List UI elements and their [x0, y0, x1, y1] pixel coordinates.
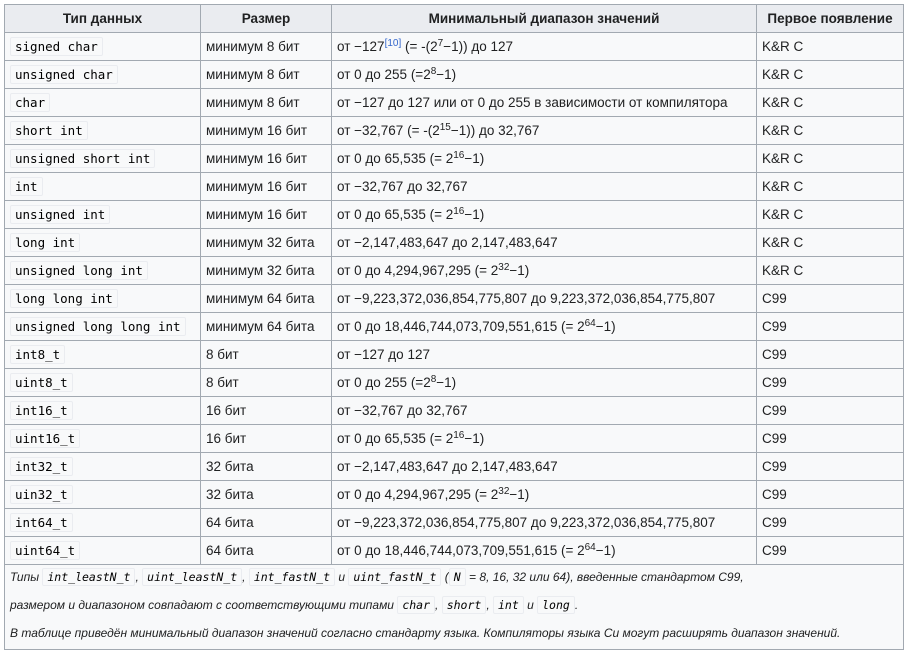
cell-type — [5, 369, 201, 397]
table-row — [5, 117, 904, 145]
table-row — [5, 341, 904, 369]
cell-size: минимум 8 бит — [201, 61, 332, 89]
cell-size: минимум 16 бит — [201, 145, 332, 173]
exponent: 8 — [430, 66, 437, 77]
cell-size: минимум 32 бита — [201, 257, 332, 285]
cell-first-appearance: K&R C — [757, 229, 904, 257]
exponent: 8 — [430, 374, 437, 385]
code-term: int_leastN_t — [42, 568, 135, 586]
cell-first-appearance: K&R C — [757, 201, 904, 229]
type-code: unsigned char — [10, 65, 118, 84]
cell-type — [5, 537, 201, 565]
cell-type — [5, 229, 201, 257]
type-code: int16_t — [10, 401, 73, 420]
type-code: int8_t — [10, 345, 65, 364]
text-segment: от −9,223,372,036,854,775,807 до 9,223,372,036,854,775,807 — [337, 515, 716, 530]
cell-first-appearance: C99 — [757, 313, 904, 341]
text-segment: −1) — [436, 67, 457, 82]
note-paragraph — [10, 625, 898, 641]
table-row — [5, 229, 904, 257]
text-segment: от −127 до 127 или от 0 до 255 в зависимости от компилятора — [337, 95, 728, 110]
table-row — [5, 285, 904, 313]
type-code: int64_t — [10, 513, 73, 532]
cell-range — [332, 61, 757, 89]
type-code: long long int — [10, 289, 118, 308]
cell-range — [332, 313, 757, 341]
cell-type — [5, 313, 201, 341]
cell-range — [332, 425, 757, 453]
cell-type — [5, 117, 201, 145]
cell-size: 16 бит — [201, 397, 332, 425]
text-segment: −1)) до 32,767 — [450, 123, 540, 138]
table-row — [5, 397, 904, 425]
cell-type — [5, 453, 201, 481]
table-row — [5, 537, 904, 565]
exponent: 64 — [584, 542, 596, 553]
text-segment: В таблице приведён минимальный диапазон значений согласно стандарту языка. Компиляторы языка Си могут расширять диапазон значений. — [10, 626, 841, 640]
exponent: 16 — [453, 430, 465, 441]
text-segment: , — [135, 570, 143, 584]
text-segment: −1) — [509, 263, 530, 278]
cell-type — [5, 89, 201, 117]
code-term: short — [442, 596, 487, 614]
table-row — [5, 61, 904, 89]
cell-first-appearance: K&R C — [757, 173, 904, 201]
text-segment: от −127 до 127 — [337, 347, 430, 362]
cell-type — [5, 425, 201, 453]
type-code: signed char — [10, 37, 103, 56]
type-code: uint16_t — [10, 429, 80, 448]
exponent: 32 — [498, 486, 510, 497]
code-term: long — [537, 596, 575, 614]
code-term: int — [493, 596, 524, 614]
text-segment: , — [435, 598, 442, 612]
cell-type — [5, 481, 201, 509]
text-segment: Типы — [10, 570, 43, 584]
cell-type — [5, 33, 201, 61]
table-row — [5, 369, 904, 397]
note-paragraph — [10, 597, 898, 613]
text-segment: от −9,223,372,036,854,775,807 до 9,223,372,036,854,775,807 — [337, 291, 716, 306]
type-code: uin32_t — [10, 485, 73, 504]
cell-size: 16 бит — [201, 425, 332, 453]
cell-size: минимум 16 бит — [201, 173, 332, 201]
table-row — [5, 201, 904, 229]
cell-first-appearance: C99 — [757, 453, 904, 481]
type-code: short int — [10, 121, 88, 140]
cell-range — [332, 537, 757, 565]
text-segment: −1) — [464, 207, 485, 222]
table-row — [5, 89, 904, 117]
text-segment: (= -(2 — [401, 39, 438, 54]
text-segment: от −2,147,483,647 до 2,147,483,647 — [337, 459, 558, 474]
text-segment: от 0 до 65,535 (= 2 — [337, 207, 454, 222]
text-segment: = 8, 16, 32 или 64), введенные стандартом C99, — [465, 570, 744, 584]
type-code: long int — [10, 233, 80, 252]
cell-type — [5, 61, 201, 89]
cell-first-appearance: C99 — [757, 341, 904, 369]
cell-first-appearance: K&R C — [757, 33, 904, 61]
text-segment: −1) — [509, 487, 530, 502]
code-term: char — [397, 596, 435, 614]
text-segment: −1) — [436, 375, 457, 390]
text-segment: от −127 — [337, 39, 385, 54]
text-segment: , — [486, 598, 493, 612]
cell-size: 8 бит — [201, 341, 332, 369]
cell-size: минимум 64 бита — [201, 285, 332, 313]
text-segment: от −2,147,483,647 до 2,147,483,647 — [337, 235, 558, 250]
text-segment: −1) — [464, 151, 485, 166]
table-row — [5, 33, 904, 61]
table-notes — [5, 565, 904, 650]
cell-first-appearance: C99 — [757, 397, 904, 425]
text-segment: . — [574, 598, 579, 612]
cell-range — [332, 369, 757, 397]
cell-first-appearance: C99 — [757, 537, 904, 565]
code-term: N — [449, 568, 466, 586]
type-code: unsigned int — [10, 205, 110, 224]
cell-size: 64 бита — [201, 509, 332, 537]
text-segment: −1)) до 127 — [443, 39, 513, 54]
notes-row — [5, 565, 904, 650]
cell-range — [332, 173, 757, 201]
type-code: unsigned long int — [10, 261, 148, 280]
text-segment: от 0 до 255 (=2 — [337, 67, 431, 82]
text-segment: размером и диапазоном совпадают с соответствующими типами — [10, 598, 398, 612]
type-code: uint64_t — [10, 541, 80, 560]
text-segment: и — [335, 570, 349, 584]
cell-size: 8 бит — [201, 369, 332, 397]
reference-link[interactable]: [10] — [384, 38, 402, 49]
cell-range — [332, 341, 757, 369]
table-row — [5, 481, 904, 509]
reference-superscript — [385, 38, 402, 49]
cell-range — [332, 481, 757, 509]
data-types-table — [4, 4, 904, 650]
table-row — [5, 453, 904, 481]
cell-size: 32 бита — [201, 453, 332, 481]
code-term: uint_fastN_t — [348, 568, 441, 586]
table-row — [5, 509, 904, 537]
text-segment: от 0 до 65,535 (= 2 — [337, 151, 454, 166]
type-code: char — [10, 93, 50, 112]
exponent: 64 — [584, 318, 596, 329]
text-segment: от 0 до 4,294,967,295 (= 2 — [337, 263, 499, 278]
text-segment: −1) — [595, 319, 616, 334]
exponent: 16 — [453, 150, 465, 161]
cell-type — [5, 257, 201, 285]
cell-range — [332, 397, 757, 425]
table-row — [5, 145, 904, 173]
table-row — [5, 257, 904, 285]
cell-first-appearance: K&R C — [757, 145, 904, 173]
cell-size: 64 бита — [201, 537, 332, 565]
text-segment: , — [242, 570, 249, 584]
cell-size: минимум 64 бита — [201, 313, 332, 341]
cell-range — [332, 33, 757, 61]
cell-range — [332, 229, 757, 257]
table-header-row — [5, 5, 904, 33]
header-size: Размер — [201, 5, 332, 33]
header-type: Тип данных — [5, 5, 201, 33]
cell-size: минимум 16 бит — [201, 117, 332, 145]
cell-range — [332, 117, 757, 145]
cell-first-appearance: K&R C — [757, 117, 904, 145]
text-segment: ( — [441, 570, 449, 584]
cell-type — [5, 145, 201, 173]
type-code: unsigned long long int — [10, 317, 186, 336]
type-code: int — [10, 177, 43, 196]
cell-first-appearance: C99 — [757, 369, 904, 397]
type-code: uint8_t — [10, 373, 73, 392]
code-term: uint_leastN_t — [142, 568, 242, 586]
cell-size: минимум 8 бит — [201, 33, 332, 61]
text-segment: от 0 до 255 (=2 — [337, 375, 431, 390]
type-code: int32_t — [10, 457, 73, 476]
header-first: Первое появление — [757, 5, 904, 33]
table-row — [5, 173, 904, 201]
type-code: unsigned short int — [10, 149, 155, 168]
exponent: 7 — [437, 38, 444, 49]
text-segment: от −32,767 (= -(2 — [337, 123, 440, 138]
exponent: 15 — [439, 122, 451, 133]
cell-first-appearance: K&R C — [757, 61, 904, 89]
cell-range — [332, 201, 757, 229]
cell-first-appearance: C99 — [757, 285, 904, 313]
cell-range — [332, 257, 757, 285]
text-segment: от 0 до 4,294,967,295 (= 2 — [337, 487, 499, 502]
cell-type — [5, 509, 201, 537]
text-segment: от 0 до 18,446,744,073,709,551,615 (= 2 — [337, 319, 585, 334]
header-range: Минимальный диапазон значений — [332, 5, 757, 33]
cell-size: 32 бита — [201, 481, 332, 509]
text-segment: от 0 до 65,535 (= 2 — [337, 431, 454, 446]
cell-first-appearance: C99 — [757, 509, 904, 537]
text-segment: от −32,767 до 32,767 — [337, 179, 468, 194]
cell-first-appearance: C99 — [757, 481, 904, 509]
table-row — [5, 425, 904, 453]
cell-type — [5, 341, 201, 369]
text-segment: −1) — [464, 431, 485, 446]
text-segment: и — [523, 598, 538, 612]
cell-range — [332, 89, 757, 117]
cell-size: минимум 8 бит — [201, 89, 332, 117]
text-segment: от −32,767 до 32,767 — [337, 403, 468, 418]
cell-first-appearance: K&R C — [757, 89, 904, 117]
cell-range — [332, 285, 757, 313]
text-segment: от 0 до 18,446,744,073,709,551,615 (= 2 — [337, 543, 585, 558]
code-term: int_fastN_t — [249, 568, 335, 586]
cell-range — [332, 453, 757, 481]
cell-type — [5, 201, 201, 229]
cell-type — [5, 173, 201, 201]
cell-range — [332, 145, 757, 173]
table-row — [5, 313, 904, 341]
cell-range — [332, 509, 757, 537]
text-segment: −1) — [595, 543, 616, 558]
note-paragraph — [10, 569, 898, 585]
cell-size: минимум 16 бит — [201, 201, 332, 229]
cell-type — [5, 397, 201, 425]
cell-size: минимум 32 бита — [201, 229, 332, 257]
exponent: 32 — [498, 262, 510, 273]
cell-type — [5, 285, 201, 313]
cell-first-appearance: K&R C — [757, 257, 904, 285]
cell-first-appearance: C99 — [757, 425, 904, 453]
exponent: 16 — [453, 206, 465, 217]
